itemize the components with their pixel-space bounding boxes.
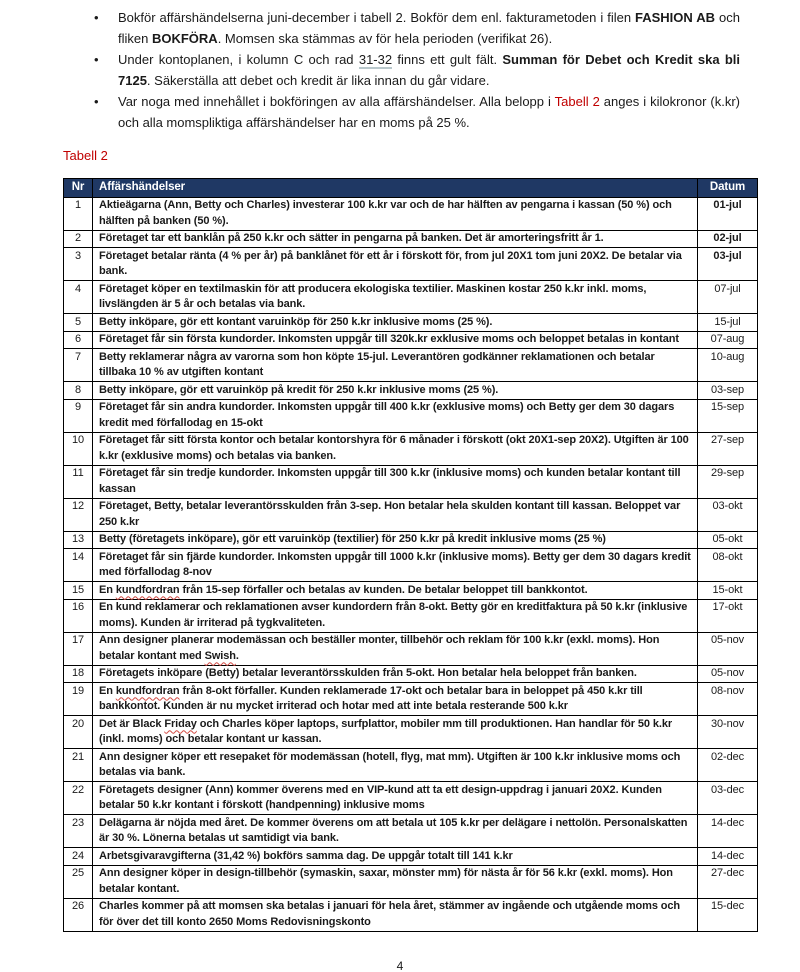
text-segment: Företaget får sin andra kundorder. Inkomsten uppgår till 400 k.kr (exklusive moms) och Betty ger dem 30 dagars kredit med förfallodag en 15-okt (99, 401, 675, 429)
row-date: 15-sep (698, 399, 758, 432)
page-number: 4 (396, 959, 404, 972)
text-segment: Företaget tar ett banklån på 250 k.kr och sätter in pengarna på banken. Det är amorteringsfritt år 1. (99, 232, 604, 244)
text-segment: Friday (164, 717, 197, 730)
row-date: 07-jul (698, 281, 758, 314)
table-row (64, 848, 758, 866)
text-segment: FASHION AB (635, 10, 716, 25)
row-date: 07-aug (698, 331, 758, 349)
row-date: 14-dec (698, 815, 758, 848)
row-date: 03-jul (698, 248, 758, 281)
text-segment: Företaget får sitt första kontor och betalar kontorshyra för 6 månader i förskott (okt 20X1-sep 20X2). Utgiften är 100 k.kr (exklusive moms) och betalas via banken. (99, 434, 689, 462)
text-segment: Var noga med innehållet i bokföringen av alla affärshändelser. Alla belopp i (118, 94, 555, 109)
row-description (93, 465, 698, 498)
row-date: 02-jul (698, 230, 758, 248)
table-row (64, 465, 758, 498)
row-description (93, 599, 698, 632)
row-description (93, 782, 698, 815)
row-description (93, 197, 698, 230)
table-row (64, 665, 758, 683)
row-description (93, 281, 698, 314)
text-segment: kundfordran (115, 583, 180, 596)
text-segment: Företaget får sin fjärde kundorder. Inkomsten uppgår till 1000 k.kr (inklusive moms). Betty ger dem 30 dagars kredit med förfallodag 8-nov (99, 550, 691, 578)
row-date: 01-jul (698, 197, 758, 230)
text-segment: Betty inköpare, gör ett kontant varuinköp för 250 k.kr inklusive moms (25 %). (99, 315, 493, 328)
text-segment: Bokför affärshändelserna juni-december i tabell 2. Bokför dem enl. fakturametoden i filen (118, 10, 636, 25)
column-header-nr: Nr (64, 179, 93, 198)
table-row (64, 582, 758, 600)
table-row (64, 549, 758, 582)
row-number: 6 (64, 331, 93, 349)
text-segment: En (99, 583, 116, 596)
row-number: 17 (64, 632, 93, 665)
row-description (93, 531, 698, 549)
text-segment: Summan för Debet och Kredit ska bli 7125 (118, 52, 741, 88)
row-description (93, 432, 698, 465)
row-date: 08-okt (698, 549, 758, 582)
row-description (93, 665, 698, 683)
text-segment: finns ett gult fält. (392, 52, 503, 67)
table-row (64, 230, 758, 248)
row-date: 15-jul (698, 314, 758, 332)
table-row (64, 815, 758, 848)
table-row (64, 248, 758, 281)
table-row (64, 749, 758, 782)
row-description (93, 230, 698, 248)
row-description (93, 898, 698, 931)
instructions-bullet-list (88, 7, 740, 133)
row-date: 15-dec (698, 898, 758, 931)
text-segment: Ann designer köper ett resepaket för modemässan (hotell, flyg, mat mm). Utgiften är 100 k.kr inklusive moms och betalas via bank. (99, 750, 681, 778)
text-segment: Betty (företagets inköpare), gör ett varuinköp (textilier) för 250 k.kr på kredit inklusive moms (25 %) (99, 533, 606, 545)
row-number: 15 (64, 582, 93, 600)
row-date: 08-nov (698, 683, 758, 716)
text-segment: Företaget betalar ränta (4 % per år) på banklånet för ett år i förskott för, from jul 20X1 tom juni 20X2. De betalar via bank. (99, 249, 682, 277)
row-description (93, 248, 698, 281)
text-segment: 31-32 (358, 52, 393, 67)
row-date: 03-okt (698, 498, 758, 531)
table-row (64, 399, 758, 432)
row-number: 2 (64, 230, 93, 248)
table-row (64, 498, 758, 531)
column-header-date: Datum (698, 179, 758, 198)
row-number: 22 (64, 782, 93, 815)
text-segment: . (235, 649, 239, 662)
instruction-bullet-3 (88, 91, 740, 133)
row-number: 24 (64, 848, 93, 866)
row-date: 03-sep (698, 382, 758, 400)
row-date: 05-okt (698, 531, 758, 549)
row-description (93, 331, 698, 349)
row-number: 9 (64, 399, 93, 432)
text-segment: Företaget köper en textilmaskin för att producera ekologiska textilier. Maskinen kostar 250 k.kr inkl. moms, livslängden är 5 år och betalas via bank. (99, 282, 647, 310)
text-segment: Swish (204, 649, 236, 662)
text-segment: Det är Black (99, 717, 165, 730)
text-segment: . Säkerställa att debet och kredit är lika innan du går vidare. (146, 73, 490, 88)
text-segment: BOKFÖRA (151, 31, 218, 46)
table-row (64, 382, 758, 400)
row-number: 8 (64, 382, 93, 400)
text-segment: Företaget, Betty, betalar leverantörsskulden från 3-sep. Hon betalar hela skulden kontant till kassan. Beloppet var 250 k.kr (99, 500, 681, 528)
row-description (93, 865, 698, 898)
row-number: 1 (64, 197, 93, 230)
row-description (93, 815, 698, 848)
row-description (93, 498, 698, 531)
text-segment: Företaget får sin första kundorder. Inkomsten uppgår till 320k.kr exklusive moms och beloppet betalas in kontant (99, 333, 679, 345)
row-number: 3 (64, 248, 93, 281)
text-segment: En (99, 684, 116, 697)
transactions-table (63, 178, 758, 932)
instruction-bullet-2 (88, 49, 740, 91)
table-row (64, 349, 758, 382)
row-number: 18 (64, 665, 93, 683)
row-description (93, 314, 698, 332)
text-segment: Företagets designer (Ann) kommer överens med en VIP-kund att ta ett design-uppdrag i januari 20X2. Kunden betalar 50 k.kr kontant i förskott (handpenning) inklusive moms (99, 783, 662, 811)
text-segment: Charles kommer på att momsen ska betalas i januari för hela året, stämmer av ingående och utgående moms och för över det till konto 2650 Moms Redovisningskonto (99, 900, 681, 928)
table-row (64, 197, 758, 230)
transactions-body (64, 197, 758, 931)
table-row (64, 865, 758, 898)
text-segment: och fliken (118, 10, 740, 46)
text-segment: Aktieägarna (Ann, Betty och Charles) investerar 100 k.kr var och de har hälften av pengarna i kassan (50 %) och hälften på banken (50 %). (99, 199, 672, 227)
row-description (93, 399, 698, 432)
row-description (93, 716, 698, 749)
row-date: 05-nov (698, 632, 758, 665)
text-segment: Företaget får sin tredje kundorder. Inkomsten uppgår till 300 k.kr (inklusive moms) och kunden betalar kontant till kassan (99, 467, 681, 495)
row-number: 20 (64, 716, 93, 749)
row-date: 30-nov (698, 716, 758, 749)
row-number: 5 (64, 314, 93, 332)
table-row (64, 314, 758, 332)
text-segment: från 15-sep förfaller och betalas av kunden. De betalar beloppet till bankkontot. (179, 583, 588, 596)
row-number: 26 (64, 898, 93, 931)
table-row (64, 632, 758, 665)
row-description (93, 749, 698, 782)
row-date: 29-sep (698, 465, 758, 498)
table-row (64, 531, 758, 549)
row-number: 7 (64, 349, 93, 382)
row-number: 11 (64, 465, 93, 498)
table-row (64, 782, 758, 815)
row-date: 14-dec (698, 848, 758, 866)
text-segment: Delägarna är nöjda med året. De kommer överens om att betala ut 105 k.kr per delägare i nettolön. Personalskatten är 30 %. Lönerna betalas ut samtidigt via bank. (99, 816, 688, 844)
row-date: 27-sep (698, 432, 758, 465)
row-description (93, 683, 698, 716)
table-row (64, 331, 758, 349)
row-number: 4 (64, 281, 93, 314)
text-segment: Ann designer köper in design-tillbehör (symaskin, saxar, mönster mm) för nästa år för 56 k.kr (exkl. moms). Hon betalar kontant. (99, 867, 673, 895)
text-segment: Företagets inköpare (Betty) betalar leverantörsskulden från 5-okt. Hon betalar hela beloppet från banken. (99, 667, 637, 679)
row-date: 05-nov (698, 665, 758, 683)
row-date: 15-okt (698, 582, 758, 600)
row-date: 02-dec (698, 749, 758, 782)
row-number: 23 (64, 815, 93, 848)
row-date: 10-aug (698, 349, 758, 382)
row-description (93, 549, 698, 582)
row-number: 25 (64, 865, 93, 898)
row-number: 10 (64, 432, 93, 465)
text-segment: anges i kilokronor (k.kr) och alla momspliktiga affärshändelser har en moms på 25 %. (118, 94, 740, 130)
table-header-row (64, 179, 758, 198)
row-number: 21 (64, 749, 93, 782)
row-description (93, 349, 698, 382)
text-segment: kundfordran (115, 684, 180, 697)
row-number: 13 (64, 531, 93, 549)
row-date: 03-dec (698, 782, 758, 815)
row-number: 14 (64, 549, 93, 582)
row-number: 19 (64, 683, 93, 716)
row-number: 16 (64, 599, 93, 632)
text-segment: från 8-okt förfaller. Kunden reklamerade 17-okt och betalar bara in beloppet på 450 k.kr till bankkontot. Kunden är nu mycket irriterad och hotar med att inte betala resterande 500 k.kr (99, 684, 643, 712)
table-row (64, 599, 758, 632)
row-description (93, 582, 698, 600)
row-description (93, 382, 698, 400)
instruction-bullet-1 (88, 7, 740, 49)
text-segment: Betty reklamerar några av varorna som hon köpte 15-jul. Leverantören godkänner reklamationen och betalar tillbaka 10 % av utgiften kontant (99, 350, 655, 378)
column-header-description: Affärshändelser (93, 179, 698, 198)
row-number: 12 (64, 498, 93, 531)
text-segment: Under kontoplanen, i kolumn C och rad (118, 52, 359, 67)
table-row (64, 432, 758, 465)
table-row (64, 683, 758, 716)
row-date: 17-okt (698, 599, 758, 632)
text-segment: och Charles köper laptops, surfplattor, mobiler mm till produktionen. Han handlar för 50 k.kr (inkl. moms) och betalar kontant ur kassan. (99, 717, 673, 745)
text-segment: Tabell 2 (554, 94, 600, 109)
table-row (64, 281, 758, 314)
table-row (64, 898, 758, 931)
text-segment: Arbetsgivaravgifterna (31,42 %) bokförs samma dag. De uppgår totalt till 141 k.kr (99, 849, 513, 862)
table-caption: Tabell 2 (63, 148, 108, 163)
text-segment: En kund reklamerar och reklamationen avser kundordern från 8-okt. Betty gör en kreditfaktura på 50 k.kr (inklusive moms). Kunden är irriterad på tygkvaliteten. (99, 601, 688, 629)
row-date: 27-dec (698, 865, 758, 898)
text-segment: . Momsen ska stämmas av för hela perioden (verifikat 26). (217, 31, 553, 46)
text-segment: Betty inköpare, gör ett varuinköp på kredit för 250 k.kr inklusive moms (25 %). (99, 383, 499, 396)
row-description (93, 632, 698, 665)
table-row (64, 716, 758, 749)
text-segment: Ann designer planerar modemässan och beställer monter, tillbehör och reklam för 100 k.kr (exkl. moms). Hon betalar kontant med (99, 634, 660, 662)
row-description (93, 848, 698, 866)
